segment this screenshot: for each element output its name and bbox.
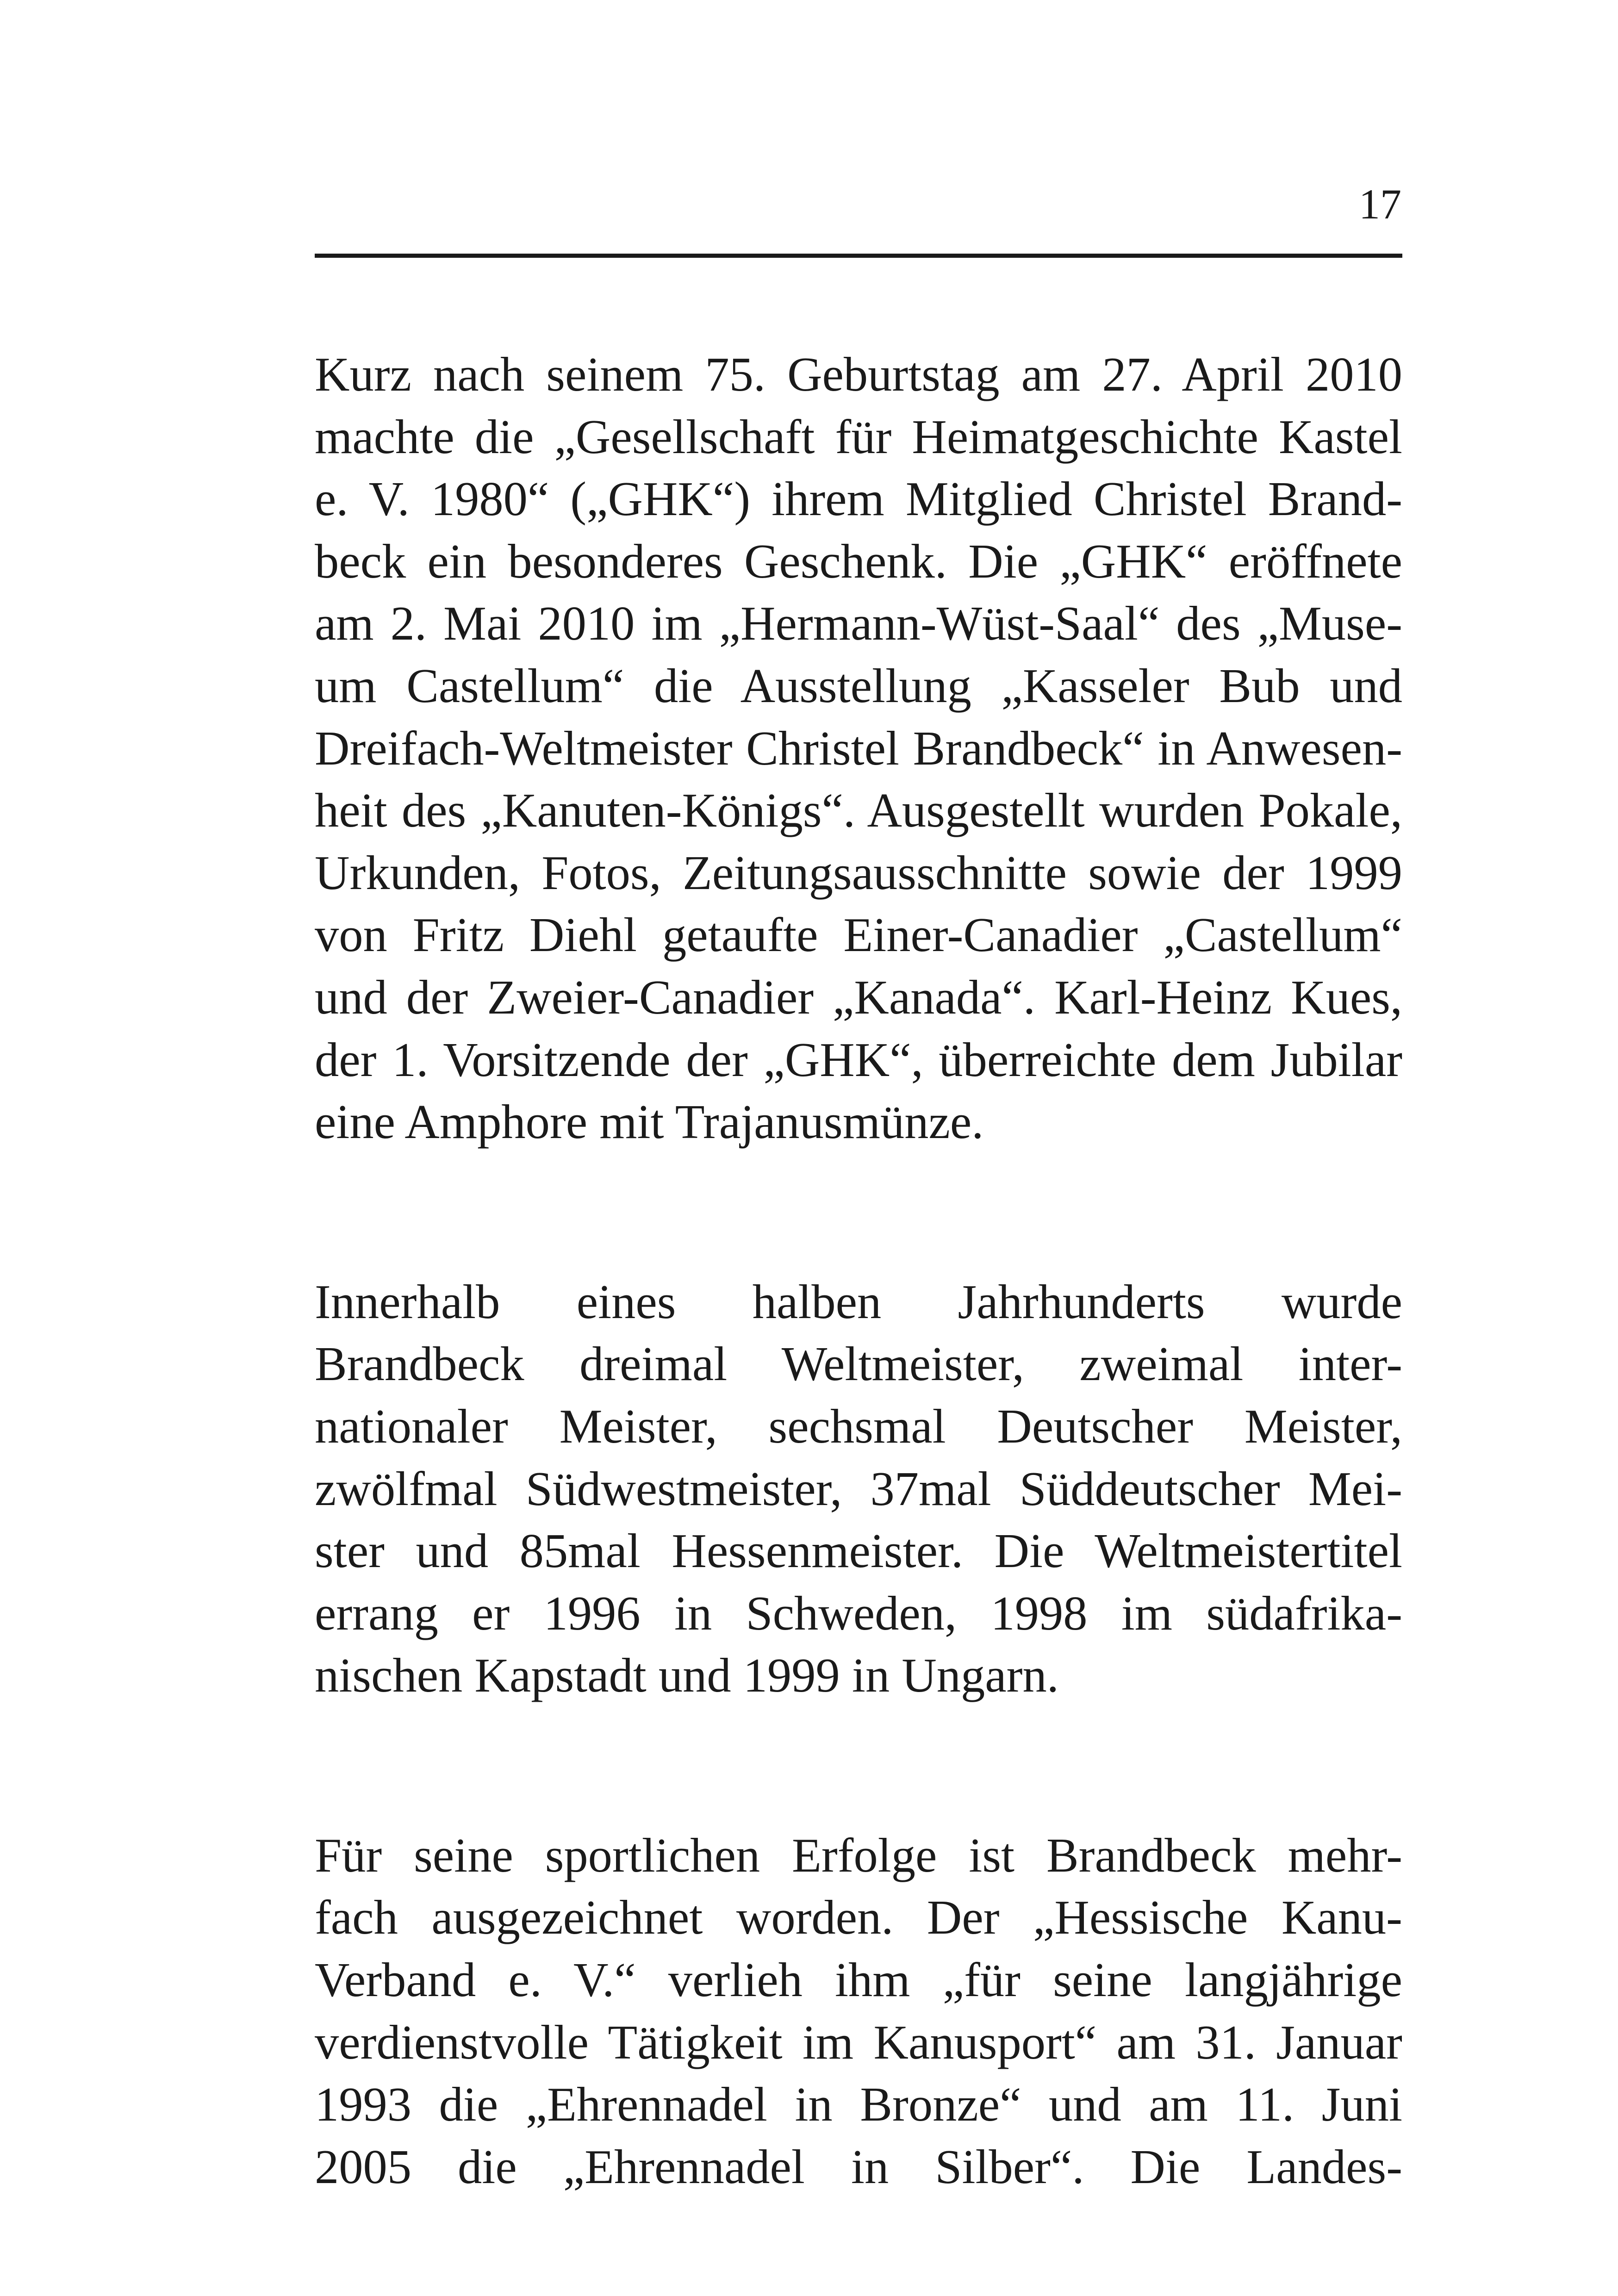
text-line: ster und 85mal Hessenmeister. Die Weltmeistertitel (315, 1524, 1402, 1578)
text-line: der 1. Vorsitzende der „GHK“, überreichte dem Jubilar (315, 1033, 1402, 1087)
header-rule (315, 254, 1402, 258)
text-line: Dreifach-Weltmeister Christel Brandbeck“ in Anwesen- (315, 721, 1402, 775)
text-line: Kurz nach seinem 75. Geburtstag am 27. April 2010 (315, 348, 1402, 401)
text-line: heit des „Kanuten-Königs“. Ausgestellt wurden Pokale, (315, 784, 1402, 838)
text-line: Innerhalb eines halben Jahrhunderts wurde (315, 1275, 1402, 1329)
text-line: Urkunden, Fotos, Zeitungsausschnitte sowie der 1999 (315, 846, 1402, 900)
text-line: machte die „Gesellschaft für Heimatgeschichte Kastel (315, 410, 1402, 464)
text-line: nationaler Meister, sechsmal Deutscher Meister, (315, 1399, 1402, 1453)
text-line: nischen Kapstadt und 1999 in Ungarn. (315, 1649, 1059, 1703)
text-line: von Fritz Diehl getaufte Einer-Canadier „Castellum“ (315, 908, 1402, 962)
text-line: Brandbeck dreimal Weltmeister, zweimal inter- (315, 1337, 1402, 1391)
text-line: eine Amphore mit Trajanusmünze. (315, 1095, 984, 1149)
text-line: beck ein besonderes Geschenk. Die „GHK“ eröffnete (315, 534, 1402, 588)
paragraph-1 (315, 343, 1402, 1153)
text-line: e. V. 1980“ („GHK“) ihrem Mitglied Christel Brand- (315, 472, 1402, 526)
text-line: 1993 die „Ehrennadel in Bronze“ und am 11. Juni (315, 2078, 1402, 2132)
text-line: verdienstvolle Tätigkeit im Kanusport“ am 31. Januar (315, 2015, 1402, 2069)
text-line: am 2. Mai 2010 im „Hermann-Wüst-Saal“ des „Muse- (315, 597, 1402, 651)
text-line: und der Zweier-Canadier „Kanada“. Karl-Heinz Kues, (315, 970, 1402, 1024)
text-line: errang er 1996 in Schweden, 1998 im südafrika- (315, 1586, 1402, 1640)
paragraph-2 (315, 1271, 1402, 1707)
page-number: 17 (1359, 180, 1401, 228)
text-line: zwölfmal Südwestmeister, 37mal Süddeutscher Mei- (315, 1462, 1402, 1516)
text-line: Für seine sportlichen Erfolge ist Brandbeck mehr- (315, 1828, 1402, 1882)
text-line: um Castellum“ die Ausstellung „Kasseler Bub und (315, 659, 1402, 713)
text-line: Verband e. V.“ verlieh ihm „für seine langjährige (315, 1953, 1402, 2007)
body-text (315, 343, 1402, 2198)
text-line: fach ausgezeichnet worden. Der „Hessische Kanu- (315, 1891, 1402, 1945)
text-line: 2005 die „Ehrennadel in Silber“. Die Landes- (315, 2140, 1402, 2194)
paragraph-3 (315, 1824, 1402, 2198)
